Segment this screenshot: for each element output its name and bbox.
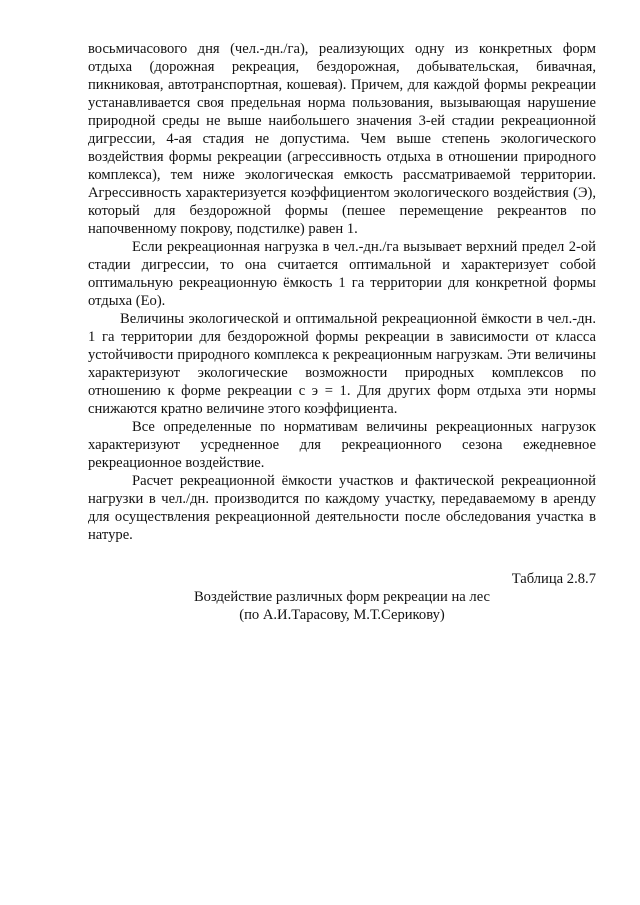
- paragraph-4: Все определенные по нормативам величины рекреационных нагрузок характеризуют усредненное для рекреационного сезона ежедневное рекреационное воздействие.: [88, 419, 596, 471]
- paragraph-5: Расчет рекреационной ёмкости участков и фактической рекреационной нагрузки в чел./дн. производится по каждому участку, передаваемому в аренду для осуществления рекреационной деятельности после обследования участка в натуре.: [88, 473, 596, 543]
- table-caption-title: Воздействие различных форм рекреации на лес: [193, 589, 491, 605]
- table-caption-source: (по А.И.Тарасову, М.Т.Серикову): [239, 607, 445, 623]
- paragraph-3: Величины экологической и оптимальной рекреационной ёмкости в чел.-дн. 1 га территории для бездорожной формы рекреации в зависимости от класса устойчивости природного комплекса к рекреационным нагрузкам. Эти величины характеризуют экологические возможности природных комплексов по отношению к форме рекреации с э = 1. Для других форм отдыха эти нормы снижаются кратно величине этого коэффициента.: [88, 311, 596, 417]
- paragraph-2: Если рекреационная нагрузка в чел.-дн./га вызывает верхний предел 2-ой стадии дигрессии, то она считается оптимальной и характеризует собой оптимальную рекреационную ёмкость 1 га территории для конкретной формы отдыха (Ео).: [88, 239, 596, 309]
- table-number: Таблица 2.8.7: [511, 571, 596, 587]
- document-page: [88, 40, 596, 624]
- paragraph-1: восьмичасового дня (чел.-дн./га), реализующих одну из конкретных форм отдыха (дорожная рекреация, бездорожная, добывательская, бивачная, пикниковая, автотранспортная, кошевая). Причем, для каждой формы рекреации устанавливается своя предельная норма пользования, вызывающая нарушение природной среды не выше наибольшего значения 3-ей стадии рекреационной дигрессии, 4-ая стадия не допустима. Чем выше степень экологического воздействия формы рекреации (агрессивность отдыха в отношении природного комплекса), тем ниже экологическая емкость рассматриваемой территории. Агрессивность характеризуется коэффициентом экологического воздействия (Э), который для бездорожной формы (пешее перемещение рекреантов по напочвенному покрову, подстилке) равен 1.: [88, 41, 596, 237]
